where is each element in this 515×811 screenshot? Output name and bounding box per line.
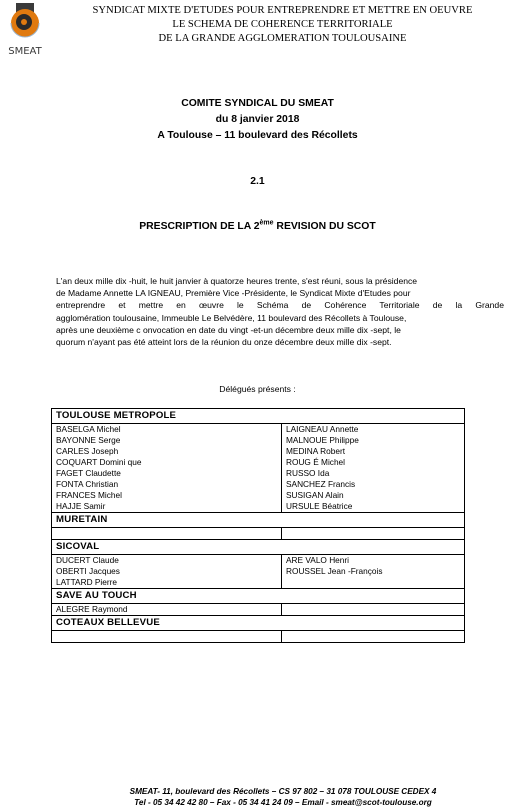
organisation-header	[60, 4, 505, 46]
delegate-name	[282, 528, 465, 540]
paragraph-line: quorum n'ayant pas été atteint lors de la réunion du onze décembre deux mille dix -sept.	[56, 337, 392, 348]
delegates-label: Délégués présents :	[219, 384, 296, 394]
delegate-name: URSULE Béatrice	[282, 501, 465, 513]
delegate-name: CARLES Joseph	[52, 446, 282, 457]
delegate-name	[282, 577, 465, 589]
meeting-title: COMITE SYNDICAL DU SMEAT	[181, 98, 334, 109]
delegate-name: BAYONNE Serge	[52, 435, 282, 446]
delegate-name: ROUG É Michel	[282, 457, 465, 468]
delegate-name: HAJJE Samir	[52, 501, 282, 513]
meeting-date: du 8 janvier 2018	[215, 114, 300, 125]
paragraph-line: agglomération toulousaine, Immeuble Le Belvédère, 11 boulevard des Récollets à Toulouse,	[56, 312, 407, 323]
paragraph-line: entreprendre et mettre en œuvre le Schéma de Cohérence Territoriale de la Grande	[56, 300, 504, 311]
meeting-info	[0, 96, 515, 144]
item-number: 2.1	[250, 176, 265, 187]
paragraph-line: L'an deux mille dix -huit, le huit janvier à quatorze heures trente, s'est réuni, sous la présidence	[56, 276, 418, 286]
delegate-name: FRANCES Michel	[52, 490, 282, 501]
section-heading: MURETAIN	[52, 513, 465, 528]
preamble-paragraph	[56, 275, 504, 348]
delegate-name	[282, 604, 465, 616]
delegate-name: LAIGNEAU Annette	[282, 424, 465, 436]
delegate-name: ALEGRE Raymond	[52, 604, 282, 616]
delegate-name: LATTARD Pierre	[52, 577, 282, 589]
header-line: SYNDICAT MIXTE D'ETUDES POUR ENTREPRENDRE ET METTRE EN OEUVRE	[92, 5, 473, 16]
delegates-table	[51, 408, 465, 643]
subject-text: PRESCRIPTION DE LA 2	[139, 221, 260, 232]
delegate-name: SANCHEZ Francis	[282, 479, 465, 490]
header-line: DE LA GRANDE AGGLOMERATION TOULOUSAINE	[158, 33, 407, 44]
delegate-name: SUSIGAN Alain	[282, 490, 465, 501]
delegate-name: FAGET Claudette	[52, 468, 282, 479]
subject-superscript: ème	[259, 219, 274, 227]
delegate-name: ARE VALO Henri	[282, 555, 465, 567]
paragraph-line: de Madame Annette LA IGNEAU, Première Vice -Présidente, le Syndicat Mixte d'Etudes pour	[56, 288, 411, 299]
delegate-name: DUCERT Claude	[52, 555, 282, 567]
delegate-name	[52, 528, 282, 540]
subject-title	[0, 221, 515, 232]
section-heading: COTEAUX BELLEVUE	[52, 616, 465, 631]
section-heading: TOULOUSE METROPOLE	[52, 409, 465, 424]
delegate-name: COQUART Domini que	[52, 457, 282, 468]
footer-address: SMEAT- 11, boulevard des Récollets – CS 97 802 – 31 078 TOULOUSE CEDEX 4	[129, 787, 437, 796]
page-footer	[98, 786, 468, 808]
delegate-name: FONTA Christian	[52, 479, 282, 490]
delegate-name	[282, 631, 465, 643]
meeting-place: A Toulouse – 11 boulevard des Récollets	[157, 130, 358, 141]
delegate-name	[52, 631, 282, 643]
header-line: LE SCHEMA DE COHERENCE TERRITORIALE	[172, 19, 393, 30]
footer-contact: Tel - 05 34 42 42 80 – Fax - 05 34 41 24 09 – Email - smeat@scot-toulouse.org	[134, 798, 432, 807]
section-heading: SICOVAL	[52, 540, 465, 555]
smeat-logo	[2, 3, 48, 59]
delegate-name: MEDINA Robert	[282, 446, 465, 457]
delegate-name: ROUSSEL Jean -François	[282, 566, 465, 577]
delegate-name: OBERTI Jacques	[52, 566, 282, 577]
delegate-name: BASELGA Michel	[52, 424, 282, 436]
section-heading: SAVE AU TOUCH	[52, 589, 465, 604]
subject-text-end: REVISION DU SCOT	[273, 221, 376, 232]
logo-text: SMEAT	[8, 46, 42, 57]
delegate-name: MALNOUE Philippe	[282, 435, 465, 446]
delegate-name: RUSSO Ida	[282, 468, 465, 479]
paragraph-line: après une deuxième c onvocation en date du vingt -et-un décembre deux mille dix -sept, le	[56, 324, 401, 335]
